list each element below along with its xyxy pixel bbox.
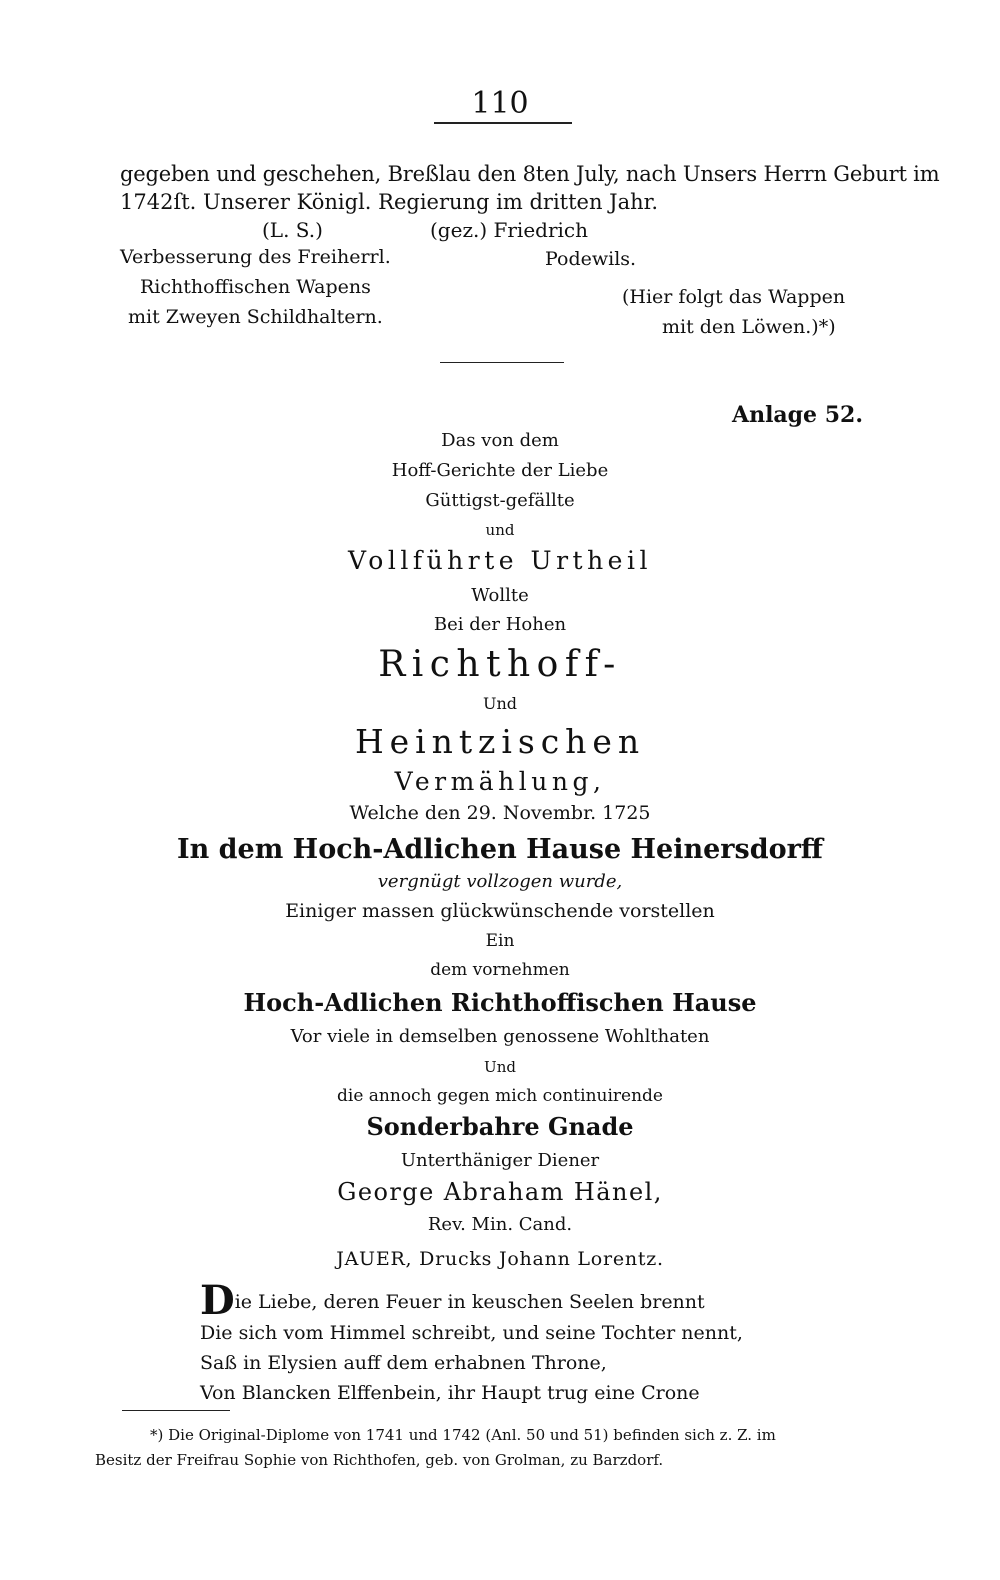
- intro-line-2: 1742ſt. Unserer Königl. Regierung im dritten Jahr.: [120, 190, 659, 214]
- countersignature-podewils: Podewils.: [545, 248, 637, 270]
- title-line: Wollte: [471, 585, 529, 606]
- seal-mark: (L. S.): [262, 218, 323, 242]
- annex-label: Anlage 52.: [732, 402, 863, 428]
- drop-cap: D: [200, 1277, 235, 1324]
- title-line: Güttigst-gefällte: [425, 490, 575, 511]
- title-line: In dem Hoch-Adlichen Hause Heinersdorff: [177, 834, 823, 865]
- title-line: Hoch-Adlichen Richthoffischen Hause: [243, 988, 757, 1017]
- page-number: 110: [471, 86, 529, 121]
- page-number-rule: [434, 122, 572, 124]
- title-line: Und: [482, 694, 518, 713]
- title-line: Unterthäniger Diener: [400, 1150, 600, 1171]
- footnote-rule: [122, 1410, 230, 1411]
- signature-friedrich: (gez.) Friedrich: [430, 218, 589, 242]
- title-line: vergnügt vollzogen wurde,: [377, 871, 623, 892]
- title-line: Bei der Hohen: [433, 614, 567, 635]
- title-line: Vermählung,: [394, 767, 606, 796]
- title-line: Sonderbahre Gnade: [366, 1112, 634, 1141]
- author-name: George Abraham Hänel,: [337, 1178, 663, 1206]
- intro-line-1: gegeben und geschehen, Breßlau den 8ten July, nach Unsers Herrn Geburt im: [120, 162, 940, 186]
- poem-line-3: Saß in Elysien auff dem erhabnen Throne,: [200, 1352, 607, 1374]
- title-line: und: [485, 521, 515, 539]
- title-line: Vor viele in demselben genossene Wohlthaten: [290, 1026, 710, 1047]
- left-note-line-3: mit Zweyen Schildhaltern.: [128, 306, 383, 328]
- title-line: dem vornehmen: [430, 960, 570, 980]
- footnote-line-2: Besitz der Freifrau Sophie von Richthofen, geb. von Grolman, zu Barzdorf.: [95, 1451, 664, 1469]
- title-line: Vollführte Urtheil: [348, 546, 652, 575]
- left-note-line-1: Verbesserung des Freiherrl.: [120, 246, 391, 268]
- poem-line-1-text: ie Liebe, deren Feuer in keuschen Seelen brennt: [234, 1291, 705, 1313]
- footnote-line-1: *) Die Original-Diplome von 1741 und 1742 (Anl. 50 und 51) befinden sich z. Z. im: [150, 1426, 776, 1444]
- title-line: Einiger massen glückwünschende vorstellen: [285, 900, 715, 922]
- poem-line-4: Von Blancken Elffenbein, ihr Haupt trug eine Crone: [200, 1382, 700, 1404]
- title-name-richthoff: Richthoff-: [378, 644, 622, 685]
- left-note-line-2: Richthoffischen Wapens: [140, 276, 371, 298]
- title-line: Ein: [485, 931, 515, 951]
- poem-line-2: Die sich vom Himmel schreibt, und seine Tochter nennt,: [200, 1322, 743, 1344]
- title-line: die annoch gegen mich continuirende: [337, 1086, 663, 1106]
- title-line: Hoff-Gerichte der Liebe: [391, 460, 609, 481]
- author-title: Rev. Min. Cand.: [427, 1214, 573, 1235]
- poem-line-1: [200, 1277, 705, 1324]
- section-divider: [440, 362, 564, 363]
- title-line: Das von dem: [441, 430, 559, 451]
- right-note-line-2: mit den Löwen.)*): [662, 316, 836, 338]
- right-note-line-1: (Hier folgt das Wappen: [622, 286, 846, 308]
- title-line: Und: [484, 1058, 516, 1076]
- imprint: JAUER, Drucks Johann Lorentz.: [336, 1248, 664, 1270]
- title-date-line: Welche den 29. Novembr. 1725: [349, 802, 651, 824]
- title-name-heintzischen: Heintzischen: [354, 722, 646, 761]
